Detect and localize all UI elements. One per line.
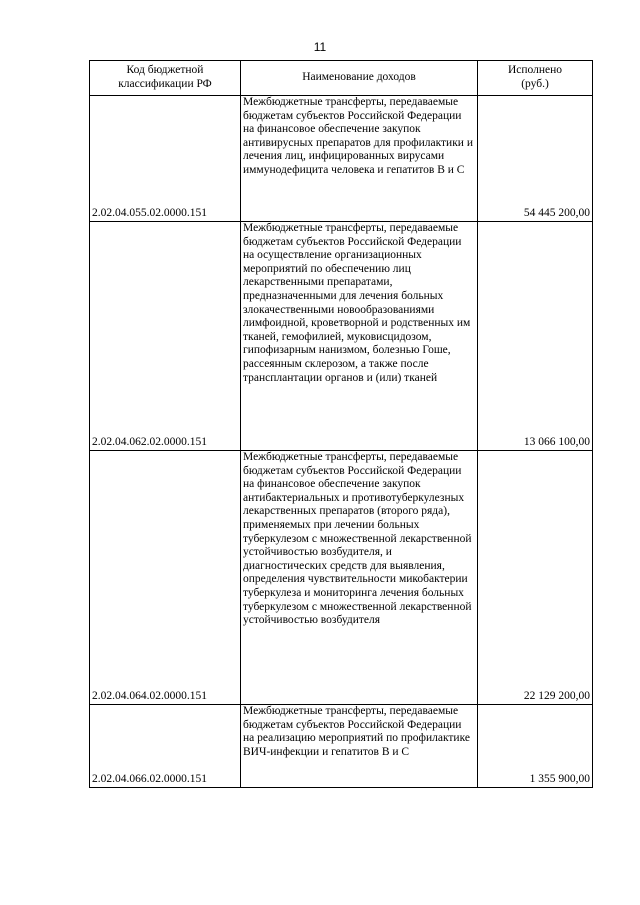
- page-number: 11: [313, 40, 327, 54]
- row-code: 2.02.04.066.02.0000.151: [90, 705, 241, 788]
- row-name: Межбюджетные трансферты, передаваемые бюджетам субъектов Российской Федерации на реализацию мероприятий по профилактике ВИЧ-инфекции и гепатитов В и С: [241, 705, 478, 788]
- row-amount: 54 445 200,00: [478, 96, 593, 222]
- table-row: [90, 96, 593, 222]
- table-row: [90, 222, 593, 451]
- row-code: 2.02.04.062.02.0000.151: [90, 222, 241, 451]
- header-amount-line-2: (руб.): [521, 78, 549, 90]
- row-amount: 22 129 200,00: [478, 451, 593, 705]
- revenue-table: [89, 60, 593, 788]
- header-code-line-2: классификации РФ: [118, 78, 212, 90]
- row-name: Межбюджетные трансферты, передаваемые бюджетам субъектов Российской Федерации на финансовое обеспечение закупок антивирусных препаратов для профилактики и лечения лиц, инфицированных вирусами иммунодефицита человека и гепатитов В и С: [241, 96, 478, 222]
- header-name: Наименование доходов: [241, 61, 478, 96]
- row-amount: 1 355 900,00: [478, 705, 593, 788]
- header-code: [90, 61, 241, 96]
- table-row: [90, 705, 593, 788]
- row-amount: 13 066 100,00: [478, 222, 593, 451]
- row-name: Межбюджетные трансферты, передаваемые бюджетам субъектов Российской Федерации на осуществление организационных мероприятий по обеспечению лиц лекарственными препаратами, предназначенными для лечения больных злокачественными новообразованиями лимфоидной, кроветворной и родственных им тканей, гемофилией, муковисцидозом, гипофизарным нанизмом, болезнью Гоше, рассеянным склерозом, а также после трансплантации органов и (или) тканей: [241, 222, 478, 451]
- row-code: 2.02.04.055.02.0000.151: [90, 96, 241, 222]
- header-amount: [478, 61, 593, 96]
- table-row: [90, 451, 593, 705]
- header-code-line-1: Код бюджетной: [126, 64, 204, 77]
- table-header-row: [90, 61, 593, 96]
- row-code: 2.02.04.064.02.0000.151: [90, 451, 241, 705]
- row-name: Межбюджетные трансферты, передаваемые бюджетам субъектов Российской Федерации на финансовое обеспечение закупок антибактериальных и противотуберкулезных лекарственных препаратов (второго ряда), применяемых при лечении больных туберкулезом с множественной лекарственной устойчивостью возбудителя, и диагностических средств для выявления, определения чувствительности микобактерии туберкулеза и мониторинга лечения больных туберкулезом с множественной лекарственной устойчивостью возбудителя: [241, 451, 478, 705]
- header-amount-line-1: Исполнено: [507, 64, 563, 77]
